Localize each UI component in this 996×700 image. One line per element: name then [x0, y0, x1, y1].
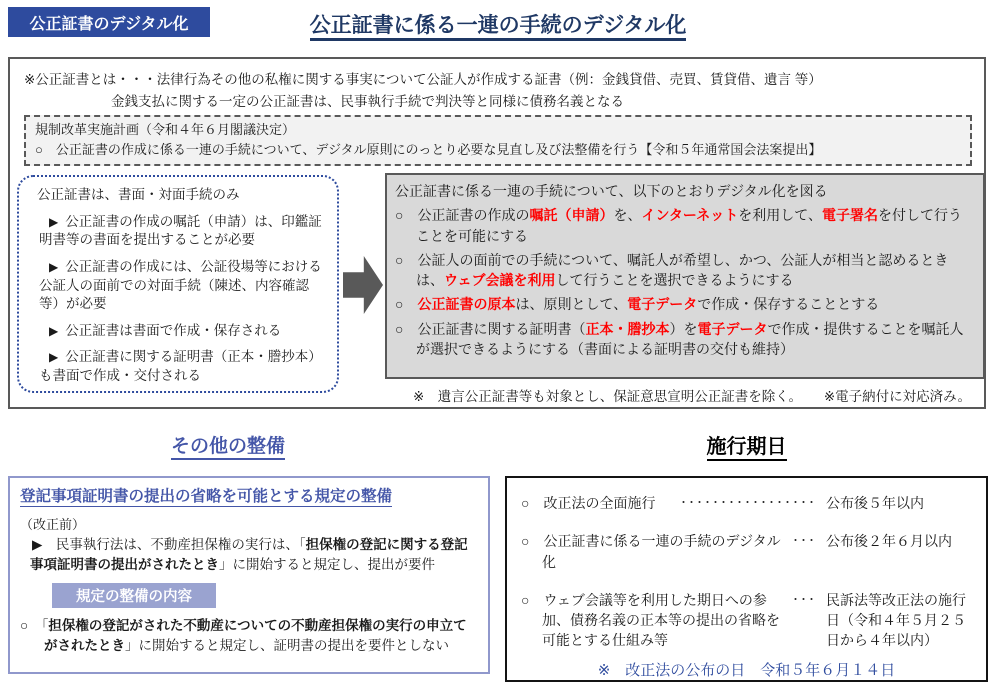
list-item	[37, 348, 329, 385]
page-title-text: 公正証書に係る一連の手続のデジタル化	[310, 14, 687, 41]
schedule-row	[521, 590, 972, 651]
bullet-text: 公正証書に関する証明書（正本・謄抄本）も書面で作成・交付される	[39, 349, 322, 383]
schedule-dots: ・・・・・・・・・・・・・・・・・	[678, 497, 814, 509]
digitalization-item: ○ 公正証書に関する証明書（正本・謄抄本）を電子データで作成・提供することを嘱託人が選択できるようにする（書面による証明書の交付も維持）	[395, 320, 964, 358]
definition-line-1: ※公正証書とは・・・法律行為その他の私権に関する事実について公証人が作成する証書（例：金銭貸借、売買、賃貸借、遺言 等）	[24, 72, 822, 87]
reform-plan-box	[24, 115, 972, 166]
schedule-label: ○ 公正証書に係る一連の手続のデジタル化	[521, 533, 781, 570]
schedule-note: ※ 改正法の公布の日 令和５年６月１４日	[597, 661, 896, 679]
footnotes	[385, 385, 985, 405]
bullet-text: 公正証書の作成には、公証役場等における公証人の面前での対面手続（陳述、内容確認等）が必要	[39, 258, 322, 312]
schedule-label: ○ 改正法の全面施行	[521, 495, 656, 511]
schedule-row	[521, 531, 972, 572]
after-paragraph: ○ 「担保権の登記がされた不動産についての不動産担保権の実行の申立てがされたとき」に開始すると規定し、証明書の提出を要件としない	[20, 618, 467, 653]
reform-plan-title: 規制改革実施計画（令和４年６月閣議決定）	[35, 122, 296, 137]
triangle-bullet-icon: ▶	[49, 259, 59, 274]
triangle-bullet-icon: ▶	[49, 214, 59, 229]
list-item	[37, 258, 329, 314]
schedule-dots: ・・・	[790, 535, 814, 548]
schedule-heading-text: 施行期日	[707, 436, 787, 461]
triangle-bullet-icon: ▶	[49, 350, 59, 365]
triangle-bullet-icon: ▶	[49, 323, 59, 338]
before-paragraph: ▶ 民事執行法は、不動産担保権の実行は、「担保権の登記に関する登記事項証明書の提出がされたとき」に開始すると規定し、提出が要件	[30, 537, 468, 572]
digitalization-box	[385, 173, 985, 379]
reform-plan-item: ○ 公正証書の作成に係る一連の手続について、デジタル原則にのっとり必要な見直し及び法整備を行う【令和５年通常国会法案提出】	[35, 141, 822, 157]
schedule-value: 民訴法等改正法の施行日（令和４年５月２５日から４年以内）	[826, 591, 966, 649]
digitalization-item: ○ 公正証書の作成の嘱託（申請）を、インターネットを利用して、電子署名を付して行うことを可能にする	[395, 207, 962, 244]
digitalization-item: ○ 公証人の面前での手続について、嘱託人が希望し、かつ、公証人が相当と認めるときは、ウェブ会議を利用して行うことを選択できるようにする	[395, 251, 949, 289]
list-item	[37, 213, 329, 250]
current-state-box	[17, 175, 339, 393]
footnote-right: ※電子納付に対応済み。	[823, 389, 971, 404]
other-improvements-heading	[8, 431, 448, 458]
bullet-text: 公正証書の作成の嘱託（申請）は、印鑑証明書等の書面を提出することが必要	[39, 213, 322, 248]
definition-line-2: 金銭支払に関する一定の公正証書は、民事執行手続で判決等と同様に債務名義となる	[111, 94, 624, 109]
digitalization-heading: 公正証書に係る一連の手続について、以下のとおりデジタル化を図る	[395, 183, 828, 199]
category-badge: 公正証書のデジタル化	[8, 7, 210, 37]
schedule-box	[505, 476, 988, 682]
regulation-badge: 規定の整備の内容	[52, 583, 216, 608]
schedule-heading	[505, 430, 988, 459]
bullet-text: 公正証書は書面で作成・保存される	[65, 322, 282, 338]
schedule-label: ○ ウェブ会議等を利用した期日への参加、債務名義の正本等の提出の省略を可能とする仕組み等	[521, 591, 780, 649]
digitalization-item: ○ 公正証書の原本は、原則として、電子データで作成・保存することとする	[395, 296, 880, 313]
other-improvements-title	[20, 484, 478, 506]
other-improvements-box	[8, 476, 490, 674]
list-item	[37, 322, 329, 341]
before-label: （改正前）	[20, 517, 86, 532]
overview-panel	[8, 57, 986, 409]
arrow-right-icon	[343, 256, 383, 314]
other-improvements-heading-text: その他の整備	[171, 436, 285, 460]
schedule-value: 公布後２年６月以内	[826, 533, 952, 550]
schedule-value: 公布後５年以内	[826, 495, 924, 511]
schedule-row	[521, 493, 972, 513]
schedule-dots: ・・・	[790, 593, 814, 606]
page-title	[0, 9, 996, 39]
current-state-heading: 公正証書は、書面・対面手続のみ	[37, 187, 240, 202]
other-improvements-title-text: 登記事項証明書の提出の省略を可能とする規定の整備	[20, 488, 393, 505]
footnote-left: ※ 遺言公正証書等も対象とし、保証意思宣明公正証書を除く。	[413, 389, 803, 404]
